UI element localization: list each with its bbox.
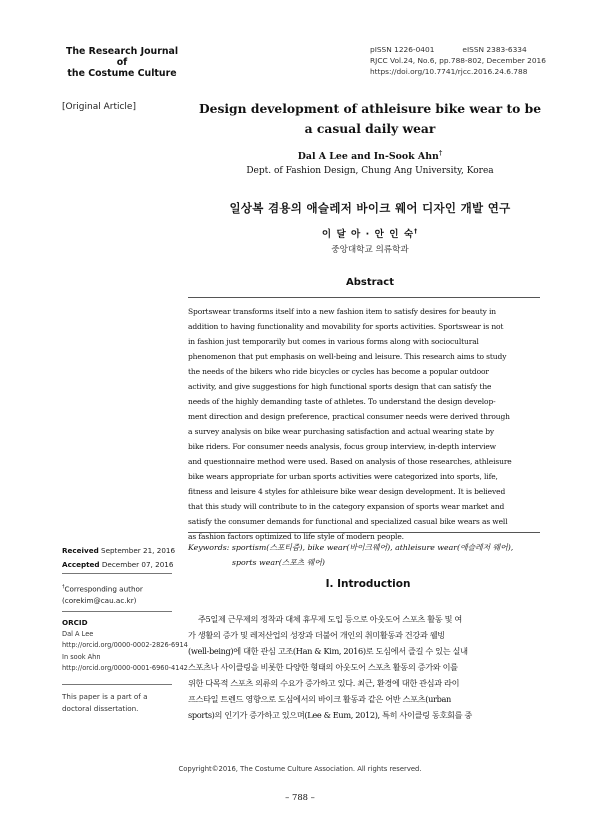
abstract-line: addition to having functionality and movability for sports activities. Sportswear is not: [188, 322, 504, 331]
copyright: Copyright©2016, The Costume Culture Association. All rights reserved.: [178, 765, 422, 773]
affiliation-korean: 중앙대학교 의류학과: [331, 245, 409, 255]
orcid-link[interactable]: http://orcid.org/0000-0002-2826-6914: [62, 641, 188, 650]
abstract-line: bike riders. For consumer needs analysis, focus group interview, in-depth interview: [188, 442, 496, 451]
eissn: eISSN 2383-6334: [462, 45, 527, 54]
intro-line: 프스타일 트렌드 영향으로 도심에서의 바이크 활동과 같은 어반 스포츠(urban: [188, 694, 451, 704]
abstract-line: phenomenon that put emphasis on well-being and leisure. This research aims to study: [188, 352, 507, 361]
abstract-line: and questionnaire method were used. Based on analysis of those researches, athleisure: [188, 457, 512, 466]
journal-name-line2: the Costume Culture: [67, 68, 177, 79]
doi-link[interactable]: https://doi.org/10.7741/rjcc.2016.24.6.788: [370, 67, 528, 76]
abstract-heading: Abstract: [345, 277, 395, 288]
article-dates: [62, 544, 175, 571]
orcid-name: In sook Ahn: [62, 652, 101, 661]
note-line: doctoral dissertation.: [62, 703, 139, 713]
intro-line: 스포츠나 사이클링을 비롯한 다양한 형태의 아웃도어 스포츠 활동의 증가와 이를: [188, 662, 458, 672]
abstract-line: in fashion just temporarily but comes in various forms along with sociocultural: [188, 337, 479, 346]
abstract-line: Sportswear transforms itself into a new fashion item to satisfy desires for beauty in: [188, 307, 497, 316]
title-english-line1: Design development of athleisure bike wear to be: [198, 101, 542, 116]
note-line: This paper is a part of a: [62, 692, 148, 701]
journal-metadata: [370, 44, 546, 77]
abstract-bottom-rule: [188, 532, 540, 533]
journal-name: [62, 46, 182, 79]
intro-line: 주5일제 근무제의 정착과 대체 휴무제 도입 등으로 아웃도어 스포츠 활동 및 여: [198, 614, 462, 624]
corr-mark: †: [62, 584, 65, 590]
introduction-body: [188, 611, 540, 723]
authors-english-names: Dal A Lee and In-Sook Ahn: [297, 151, 439, 163]
accepted-label: Accepted: [62, 559, 100, 569]
page-number: – 788 –: [285, 792, 315, 802]
sidebar-divider: [62, 573, 172, 574]
authors-korean-names: 이 달 아 · 안 인 숙: [321, 229, 415, 240]
keywords-line1: sportism(스포티즘), bike wear(바이크웨어), athleisure wear(애슬레저 웨어),: [231, 543, 514, 552]
abstract-line: as fashion factors optimized to life style of modern people.: [188, 532, 404, 541]
abstract-line: that this study will contribute to in the category expansion of sports wear market and: [188, 502, 505, 511]
received-date: September 21, 2016: [101, 546, 176, 555]
abstract-line: the needs of the bikers who ride bicycles or cycles has become a popular outdoor: [188, 367, 489, 376]
orcid-label: ORCID: [62, 618, 88, 627]
keywords-line2: sports wear(스포츠 웨어): [232, 558, 325, 567]
accepted-date: December 07, 2016: [101, 559, 174, 569]
abstract-line: fitness and leisure 4 styles for athleisure bike wear design development. It is believed: [188, 487, 506, 496]
corresponding-mark-korean: †: [414, 227, 419, 235]
abstract-line: a survey analysis on bike wear purchasing satisfaction and actual wearing state by: [188, 427, 495, 436]
orcid-link[interactable]: http://orcid.org/0000-0001-6960-4142: [62, 664, 188, 673]
citation: RJCC Vol.24, No.6, pp.788-802, December 2016: [370, 56, 546, 65]
abstract-line: ment direction and design preference, practical consumer needs were derived through: [188, 412, 510, 421]
sidebar-divider: [62, 611, 172, 612]
journal-name-line1: The Research Journal of: [65, 46, 179, 68]
intro-line: (well-being)에 대한 관심 고조(Han & Kim, 2016)로 도심에서 즐길 수 있는 실내: [188, 646, 468, 656]
corresponding-author: [62, 582, 143, 606]
corr-label: Corresponding author: [64, 584, 143, 594]
title-english-line2: a casual daily wear: [304, 121, 436, 136]
abstract-line: needs of the highly demanding taste of athletes. To understand the design develop-: [188, 397, 496, 406]
introduction-heading: I. Introduction: [325, 578, 411, 590]
keywords: [188, 540, 548, 570]
title-korean: 일상복 겸용의 애슬레저 바이크 웨어 디자인 개발 연구: [229, 201, 511, 215]
intro-line: 위한 다목적 스포츠 의류의 수요가 증가하고 있다. 최근, 환경에 대한 관심과 라이: [188, 678, 460, 688]
title-english: [180, 99, 560, 139]
authors-english: [180, 149, 560, 162]
abstract-body: [188, 304, 540, 544]
article-type: [Original Article]: [62, 102, 136, 112]
abstract-line: activity, and give suggestions for high functional sports design that can satisfy the: [188, 382, 492, 391]
corr-email[interactable]: (corekim@cau.ac.kr): [62, 595, 137, 605]
orcid-block: [62, 617, 188, 675]
pissn: pISSN 1226-0401: [370, 45, 435, 54]
received-label: Received: [62, 546, 99, 555]
corresponding-mark: †: [438, 149, 443, 157]
authors-korean: [180, 226, 560, 240]
abstract-line: bike wears appropriate for urban sports activities were categorized into sports, life,: [188, 472, 498, 481]
intro-line: sports)의 인기가 증가하고 있으며(Lee & Eum, 2012), 특히 사이클링 동호회를 중: [188, 710, 472, 720]
dissertation-note: [62, 691, 172, 714]
orcid-name: Dal A Lee: [62, 629, 94, 638]
abstract-line: satisfy the consumer demands for functional and specialized casual bike wears as well: [188, 517, 508, 526]
sidebar-divider: [62, 684, 172, 685]
abstract-top-rule: [188, 297, 540, 298]
intro-line: 가 생활의 증가 및 레저산업의 성장과 더불어 개인의 취미활동과 건강과 웰빙: [188, 630, 445, 640]
keywords-label: Keywords:: [188, 543, 230, 552]
affiliation-english: Dept. of Fashion Design, Chung Ang University, Korea: [246, 166, 494, 176]
